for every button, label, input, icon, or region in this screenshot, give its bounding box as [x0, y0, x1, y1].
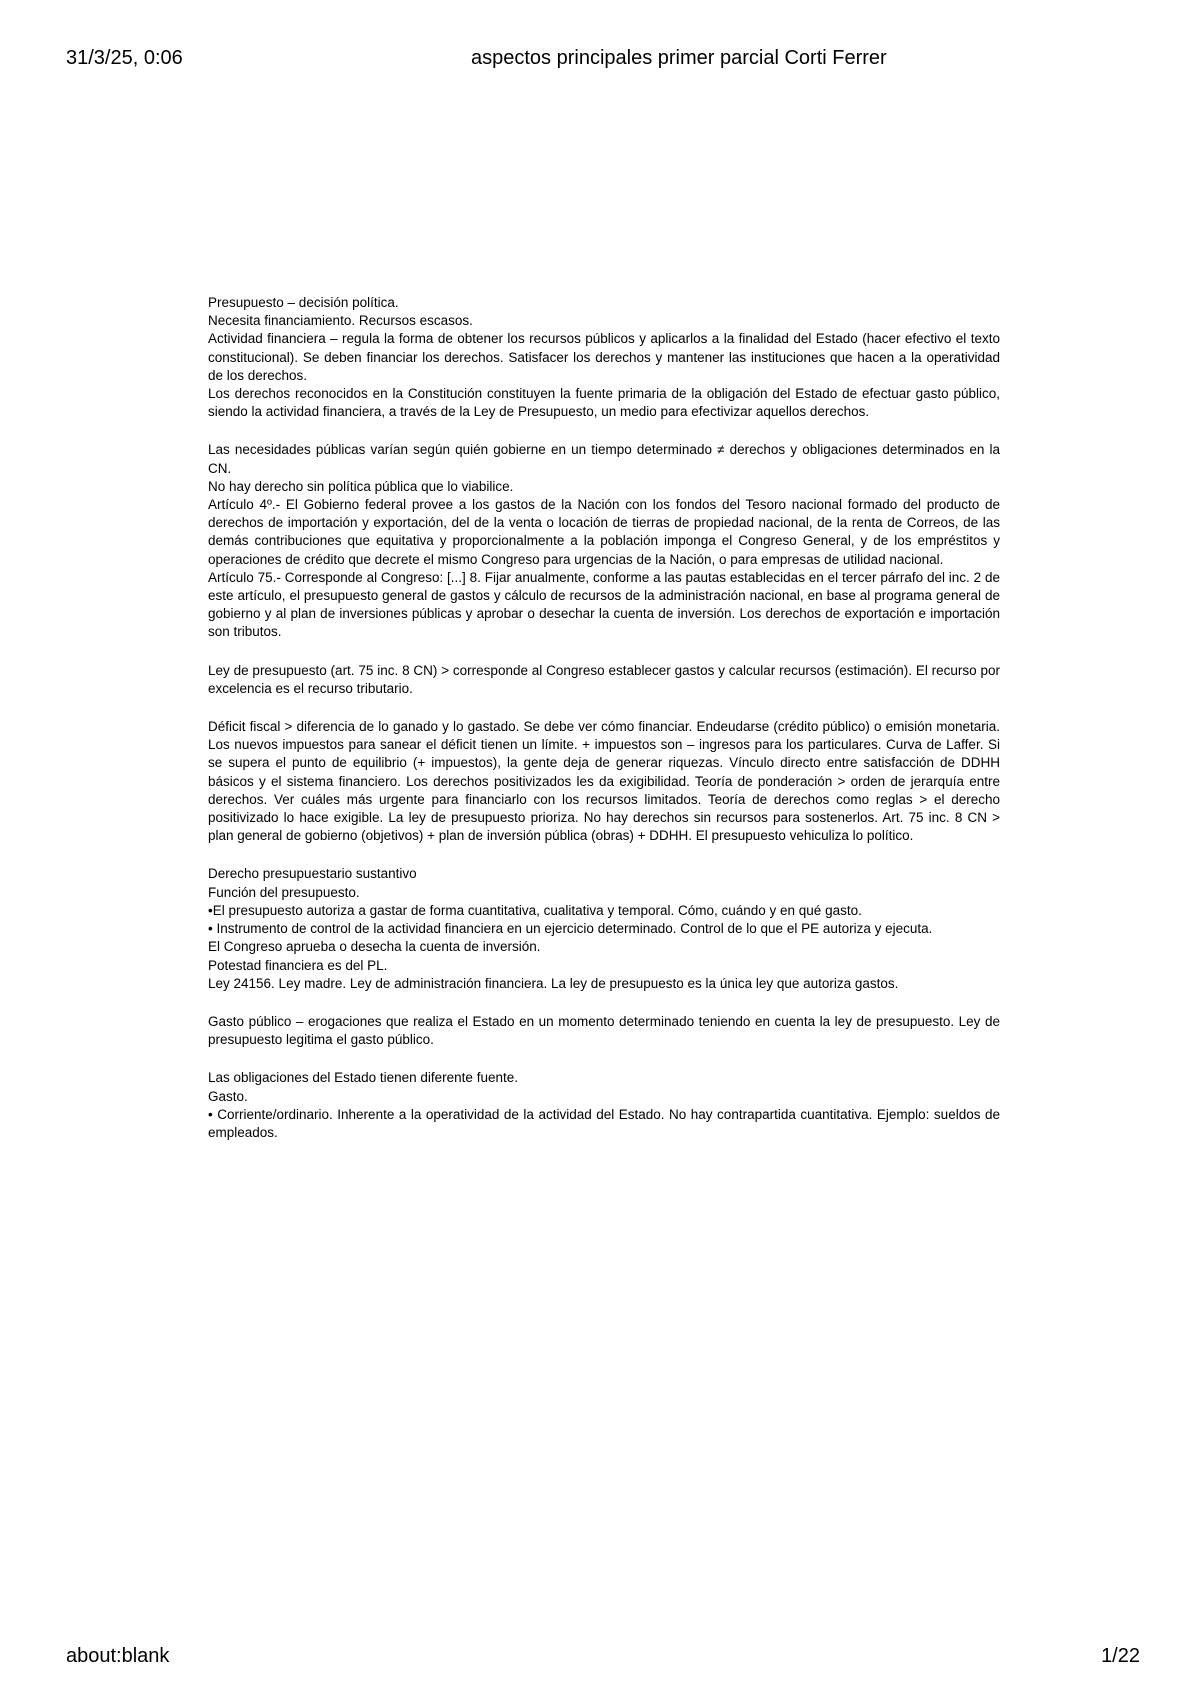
print-url: about:blank — [66, 1645, 170, 1667]
list-item: •El presupuesto autoriza a gastar de forma cuantitativa, cualitativa y temporal. Cómo, cuándo y en qué gasto. — [208, 902, 862, 918]
print-header — [66, 44, 1140, 72]
paragraph: Función del presupuesto. — [208, 884, 360, 900]
paragraph: El Congreso aprueba o desecha la cuenta de inversión. — [208, 939, 541, 955]
paragraph: No hay derecho sin política pública que lo viabilice. — [208, 478, 514, 494]
paragraph: Las necesidades públicas varían según quién gobierne en un tiempo determinado ≠ derechos y obligaciones determinados en la CN. — [208, 442, 1000, 476]
paragraph: Artículo 4º.- El Gobierno federal provee a los gastos de la Nación con los fondos del Tesoro nacional formado del producto de derechos de importación y exportación, del de la venta o locación de tierras de propiedad nacional, de la renta de Correos, de las demás contribuciones que equitativa y proporcionalmente a la población imponga el Congreso General, y de los empréstitos y operaciones de crédito que decrete el mismo Congreso para urgencias de la Nación, o para empresas de utilidad nacional. — [208, 497, 1000, 567]
paragraph: Artículo 75.- Corresponde al Congreso: [...] 8. Fijar anualmente, conforme a las pautas establecidas en el tercer párrafo del inc. 2 de este artículo, el presupuesto general de gastos y cálculo de recursos de la administración nacional, en base al programa general de gobierno y al plan de inversiones públicas y aprobar o desechar la cuenta de inversión. Los derechos de exportación e importación son tributos. — [208, 569, 1000, 640]
paragraph: Necesita financiamiento. Recursos escasos. — [208, 313, 473, 329]
print-footer — [66, 1642, 1140, 1670]
list-item: • Instrumento de control de la actividad financiera en un ejercicio determinado. Control de lo que el PE autoriza y ejecuta. — [208, 921, 933, 937]
paragraph: Gasto. — [208, 1088, 248, 1104]
section-heading: Derecho presupuestario sustantivo — [208, 866, 417, 882]
print-title: aspectos principales primer parcial Corti Ferrer — [471, 47, 887, 69]
page-number: 1/22 — [1101, 1645, 1140, 1667]
document-body — [208, 294, 1000, 1142]
paragraph: Actividad financiera – regula la forma de obtener los recursos públicos y aplicarlos a la finalidad del Estado (hacer efectivo el texto constitucional). Se deben financiar los derechos. Satisfacer los derechos y mantener las instituciones que hacen a la operatividad de los derechos. — [208, 331, 1000, 383]
paragraph: Déficit fiscal > diferencia de lo ganado y lo gastado. Se debe ver cómo financiar. Endeudarse (crédito público) o emisión monetaria. Los nuevos impuestos para sanear el déficit tienen un límite. + impuestos son – ingresos para los particulares. Curva de Laffer. Si se supera el punto de equilibrio (+ impuestos), la gente deja de generar riquezas. Vínculo directo entre satisfacción de DDHH básicos y el sistema financiero. Los derechos positivizados les da exigibilidad. Teoría de ponderación > orden de jerarquía entre derechos. Ver cuáles más urgente para financiarlo con los recursos limitados. Teoría de derechos como reglas > el derecho positivizado lo hace exigible. La ley de presupuesto prioriza. No hay derechos sin recursos para sostenerlos. Art. 75 inc. 8 CN > plan general de gobierno (objetivos) + plan de inversión pública (obras) + DDHH. El presupuesto vehiculiza lo político. — [208, 719, 1000, 844]
paragraph: Potestad financiera es del PL. — [208, 957, 388, 973]
paragraph: Gasto público – erogaciones que realiza el Estado en un momento determinado teniendo en cuenta la ley de presupuesto. Ley de presupuesto legitima el gasto público. — [208, 1013, 1000, 1048]
list-item: • Corriente/ordinario. Inherente a la operatividad de la actividad del Estado. No hay contrapartida cuantitativa. Ejemplo: sueldos de empleados. — [208, 1106, 1000, 1140]
paragraph: Presupuesto – decisión política. — [208, 295, 399, 310]
paragraph: Ley de presupuesto (art. 75 inc. 8 CN) > corresponde al Congreso establecer gastos y calcular recursos (estimación). El recurso por excelencia es el recurso tributario. — [208, 662, 1000, 696]
paragraph: Ley 24156. Ley madre. Ley de administración financiera. La ley de presupuesto es la única ley que autoriza gastos. — [208, 975, 899, 991]
paragraph: Los derechos reconocidos en la Constitución constituyen la fuente primaria de la obligación del Estado de efectuar gasto público, siendo la actividad financiera, a través de la Ley de Presupuesto, un medio para efectivizar aquellos derechos. — [208, 386, 1000, 420]
paragraph: Las obligaciones del Estado tienen diferente fuente. — [208, 1070, 518, 1086]
print-date: 31/3/25, 0:06 — [66, 47, 183, 69]
